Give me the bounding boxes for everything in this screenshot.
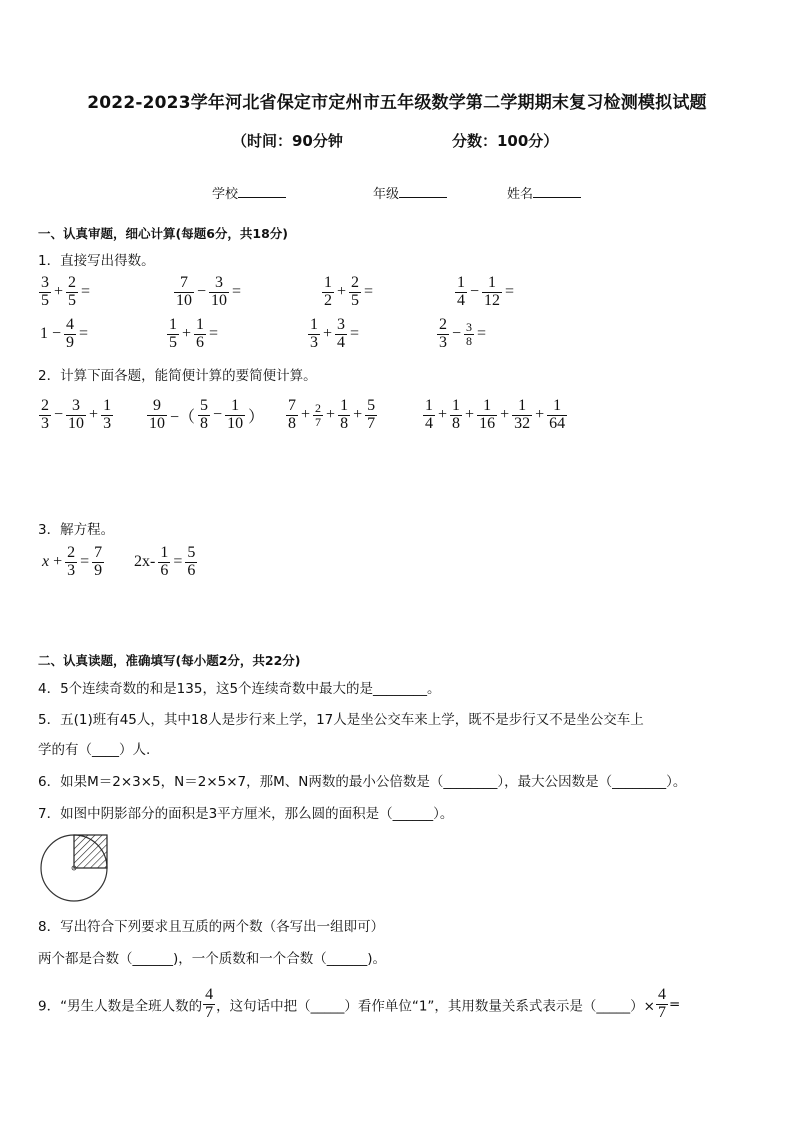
name-label: 姓名 [507, 187, 534, 202]
question-9-text-a: 9．“男生人数是全班人数的 [38, 998, 203, 1015]
school-label: 学校 [212, 187, 239, 202]
question-8-line1: 8．写出符合下列要求且互质的两个数（各写出一组即可） [38, 919, 385, 935]
expr-1b: $\frac{7}{10}$ − $\frac{3}{10}$ = [176, 274, 242, 309]
question-9 [38, 987, 680, 1022]
expr-2c: $\frac{7}{8}$ + $\frac{2}{7}$ + $\frac{1}{8}$ + $\frac{5}{7}$ [288, 397, 376, 432]
school-field[interactable] [212, 183, 286, 202]
question-7: 7．如图中阴影部分的面积是3平方厘米，那么圆的面积是（______）。 [38, 806, 454, 822]
name-blank[interactable] [533, 185, 581, 198]
question-1: 1．直接写出得数。 [38, 253, 155, 269]
expr-1d: $\frac{1}{4}$ − $\frac{1}{12}$ = [457, 274, 515, 309]
question-5-line2: 学的有（____）人. [38, 742, 151, 758]
equation-2: 2x- $\frac{1}{6}$ = $\frac{5}{6}$ [134, 544, 196, 579]
shaded-square [74, 835, 107, 868]
school-blank[interactable] [238, 185, 286, 198]
expr-1a: $\frac{3}{5}$ + $\frac{2}{5}$ = [41, 274, 91, 309]
page-title: 2022-2023学年河北省保定市定州市五年级数学第二学期期末复习检测模拟试题 [87, 93, 707, 113]
circle-figure [38, 828, 118, 904]
expr-1f: $\frac{1}{5}$ + $\frac{1}{6}$ = [169, 316, 219, 351]
name-field[interactable] [507, 183, 581, 202]
question-9-equals: = [668, 996, 681, 1013]
expr-1e: 1 − $\frac{4}{9}$ = [40, 316, 89, 351]
question-9-text-b: ，这句话中把（_____）看作单位“1”，其用数量关系式表示是（_____）× [216, 998, 655, 1015]
exam-score: 分数：100分） [452, 132, 559, 150]
expr-1h: $\frac{2}{3}$ − $\frac{3}{8}$ = [439, 316, 487, 351]
question-6: 6．如果M＝2×3×5，N＝2×5×7，那M、N两数的最小公倍数是（________），最大公因数是（________）。 [38, 774, 687, 790]
question-2: 2．计算下面各题，能简便计算的要简便计算。 [38, 368, 317, 384]
grade-label: 年级 [373, 187, 400, 202]
grade-field[interactable] [373, 183, 447, 202]
question-3: 3．解方程。 [38, 522, 115, 538]
expr-2a: $\frac{2}{3}$ − $\frac{3}{10}$ + $\frac{1}{3}$ [41, 397, 112, 432]
section1-heading: 一、认真审题，细心计算(每题6分，共18分) [38, 226, 289, 241]
fraction-4-7-b: $\frac{4}{7}$ [657, 986, 666, 1021]
fraction-4-7: $\frac{4}{7}$ [205, 986, 214, 1021]
expr-2d: $\frac{1}{4}$ + $\frac{1}{8}$ + $\frac{1}{16}$ + $\frac{1}{32}$ + $\frac{1}{64}$ [425, 397, 566, 432]
section2-heading: 二、认真读题，准确填写(每小题2分，共22分) [38, 653, 301, 668]
question-8-line2: 两个都是合数（______)，一个质数和一个合数（______)。 [38, 951, 387, 967]
expr-1g: $\frac{1}{3}$ + $\frac{3}{4}$ = [310, 316, 360, 351]
equation-1: x + $\frac{2}{3}$ = $\frac{7}{9}$ [42, 544, 103, 579]
expr-2b: $\frac{9}{10}$ −（ $\frac{5}{8}$ − $\frac{1}{10}$ ） [149, 397, 265, 432]
exam-time: （时间：90分钟 [232, 132, 343, 150]
expr-1c: $\frac{1}{2}$ + $\frac{2}{5}$ = [324, 274, 374, 309]
question-5-line1: 5．五(1)班有45人，其中18人是步行来上学，17人是坐公交车来上学，既不是步行又不是坐公交车上 [38, 712, 644, 728]
question-4: 4．5个连续奇数的和是135，这5个连续奇数中最大的是________。 [38, 681, 441, 697]
grade-blank[interactable] [399, 185, 447, 198]
